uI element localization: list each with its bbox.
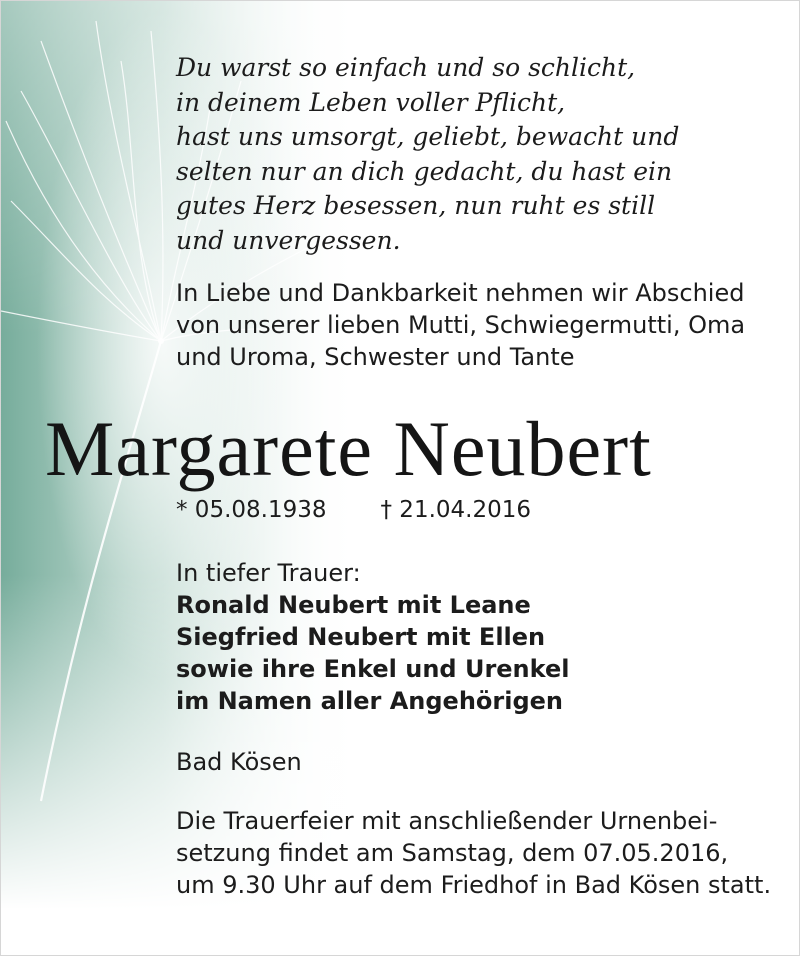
mourner-name: sowie ihre Enkel und Urenkel <box>176 655 570 683</box>
service-line: setzung findet am Samstag, dem 07.05.2016, <box>176 839 729 867</box>
poem-line: Du warst so einfach und so schlicht, <box>176 53 636 82</box>
poem-line: und unvergessen. <box>176 225 401 255</box>
mourner-name: Siegfried Neubert mit Ellen <box>176 623 546 651</box>
life-dates <box>176 495 531 525</box>
intro-line: und Uroma, Schwester und Tante <box>176 343 575 371</box>
mourning-heading: In tiefer Trauer: <box>176 559 361 587</box>
place: Bad Kösen <box>176 748 302 776</box>
birth-date: * 05.08.1938 <box>176 497 327 523</box>
poem-line: in deinem Leben voller Pflicht, <box>176 87 566 117</box>
service-line: um 9.30 Uhr auf dem Friedhof in Bad Kösen statt. <box>176 871 772 899</box>
service-line: Die Trauerfeier mit anschließender Urnenbei- <box>176 807 718 835</box>
farewell-intro <box>176 277 745 373</box>
intro-line: In Liebe und Dankbarkeit nehmen wir Abschied <box>176 279 745 307</box>
mourners-block <box>176 557 569 717</box>
poem-line: hast uns umsorgt, geliebt, bewacht und <box>176 122 680 151</box>
poem-line: selten nur an dich gedacht, du hast ein <box>176 156 673 186</box>
deceased-name: Margarete Neubert <box>45 405 652 492</box>
death-date: † 21.04.2016 <box>380 497 531 523</box>
funeral-service-info <box>176 805 771 901</box>
mourner-name: Ronald Neubert mit Leane <box>176 591 531 619</box>
mourner-name: im Namen aller Angehörigen <box>176 687 564 715</box>
poem <box>176 51 679 258</box>
poem-line: gutes Herz besessen, nun ruht es still <box>176 191 656 220</box>
intro-line: von unserer lieben Mutti, Schwiegermutti, Oma <box>176 311 746 339</box>
